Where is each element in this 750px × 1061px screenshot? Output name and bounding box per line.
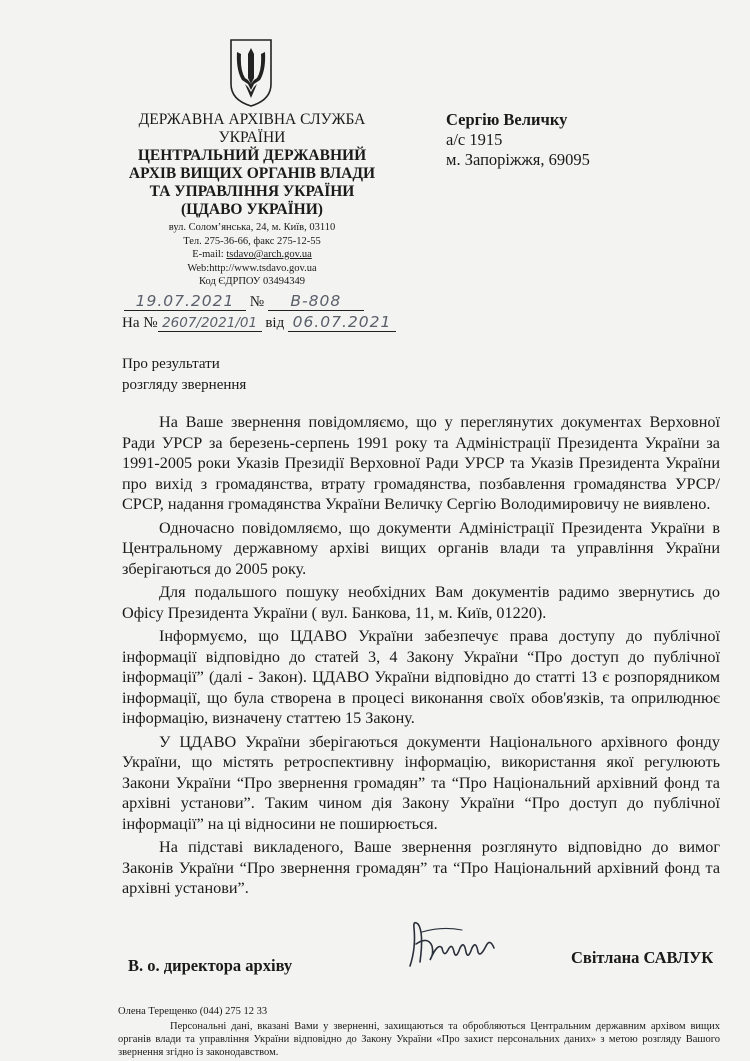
body-paragraph-5: У ЦДАВО України зберігаються документи Національного архівного фонду України, що містять ретроспективну інформацію, використання якої регулюють Закони України “Про звернення громадян” та “Про Національний архівний фонд та архівні установи”. Таким чином дія Закону України “Про доступ до публічної інформації” на ці відносини не поширюється. — [122, 732, 720, 833]
body-paragraph-1: На Ваше звернення повідомляємо, що у переглянутих документах Верховної Ради УРСР за березень-серпень 1991 року та Адміністрації Президента України за 1991-2005 роки Указів Президії Верховної Ради УРСР та Указів Президента України про вихід з громадянства, втрату громадянства, позбавлення громадянства УРСР/СРСР, надання громадянства України Величку Сергію Володимировичу не виявлено. — [122, 413, 720, 513]
in-reply-date: 06.07.2021 — [288, 313, 396, 332]
signatory-name: Світлана САВЛУК — [571, 948, 714, 967]
sender-archive-name-2: АРХІВ ВИЩИХ ОРГАНІВ ВЛАДИ — [128, 165, 376, 182]
sender-archive-name-3: ТА УПРАВЛІННЯ УКРАЇНИ — [149, 183, 355, 200]
handwritten-signature — [402, 918, 502, 970]
executor-contact: Олена Терещенко (044) 275 12 33 — [118, 1006, 268, 1017]
sender-phones: Тел. 275-36-66, факс 275-12-55 — [183, 235, 321, 247]
body-paragraph-4: Інформуємо, що ЦДАВО України забезпечує права доступу до публічної інформації відповідно до статей 3, 4 Закону України “Про доступ до публічної інформації” (далі - Закон). ЦДАВО України відповідно до статті 13 є розпорядником інформації, що була створена в процесі виконання своїх обов'язків, та оприлюднює інформацію, визначену статтею 15 Закону. — [122, 627, 720, 727]
sender-block — [118, 111, 386, 289]
sender-edrpou: Код ЄДРПОУ 03494349 — [199, 276, 305, 287]
subject-line-1: Про результати — [122, 356, 220, 372]
sender-email-label: E-mail: — [192, 249, 227, 260]
letter-subject — [122, 354, 246, 396]
signatory-title: В. о. директора архіву — [128, 956, 293, 975]
outgoing-registration — [124, 292, 364, 311]
in-reply-label: На № — [122, 315, 158, 331]
sender-email[interactable]: tsdavo@arch.gov.ua — [226, 249, 312, 260]
outgoing-number: В-808 — [268, 292, 364, 311]
recipient-po-box: а/с 1915 — [446, 130, 503, 149]
number-sign: № — [249, 294, 265, 310]
sender-service-name-cont: УКРАЇНИ — [218, 129, 286, 146]
sender-service-name: ДЕРЖАВНА АРХІВНА СЛУЖБА — [138, 111, 366, 128]
letter-body — [122, 412, 720, 902]
in-reply-number: 2607/2021/01 — [158, 315, 262, 332]
sender-archive-name-1: ЦЕНТРАЛЬНИЙ ДЕРЖАВНИЙ — [137, 147, 367, 164]
sender-address: вул. Солом’янська, 24, м. Київ, 03110 — [168, 222, 336, 233]
recipient-block — [446, 110, 590, 170]
privacy-note: Персональні дані, вказані Вами у зверненні, захищаються та обробляються Центральним державним архівом вищих органів влади та управління України відповідно до Закону України «Про захист персональних даних» з метою розгляду Вашого звернення згідно із законодавством. — [118, 1021, 720, 1059]
sender-archive-abbr: (ЦДАВО УКРАЇНИ) — [181, 201, 323, 218]
recipient-name: Сергію Величку — [446, 110, 568, 129]
sender-email-line — [118, 248, 386, 262]
body-paragraph-2: Одночасно повідомляємо, що документи Адміністрації Президента України в Центральному державному архіві вищих органів влади та управління України зберігаються до 2005 року. — [122, 518, 720, 578]
tryzub-emblem — [228, 38, 274, 108]
sender-web[interactable]: Web:http://www.tsdavo.gov.ua — [187, 262, 317, 274]
from-label: від — [265, 315, 285, 331]
recipient-city: м. Запоріжжя, 69095 — [446, 150, 590, 169]
subject-line-2: розгляду звернення — [122, 377, 247, 393]
outgoing-date: 19.07.2021 — [124, 292, 246, 311]
body-paragraph-6: На підставі викладеного, Ваше звернення розглянуто відповідно до вимог Законів України “Про звернення громадян” та “Про Національний архівний фонд та архівні установи”. — [122, 838, 720, 897]
body-paragraph-3: Для подальшого пошуку необхідних Вам документів радимо звернутись до Офісу Президента України ( вул. Банкова, 11, м. Київ, 01220). — [122, 583, 720, 622]
sender-contacts — [118, 221, 386, 289]
in-reply-registration — [122, 313, 396, 332]
